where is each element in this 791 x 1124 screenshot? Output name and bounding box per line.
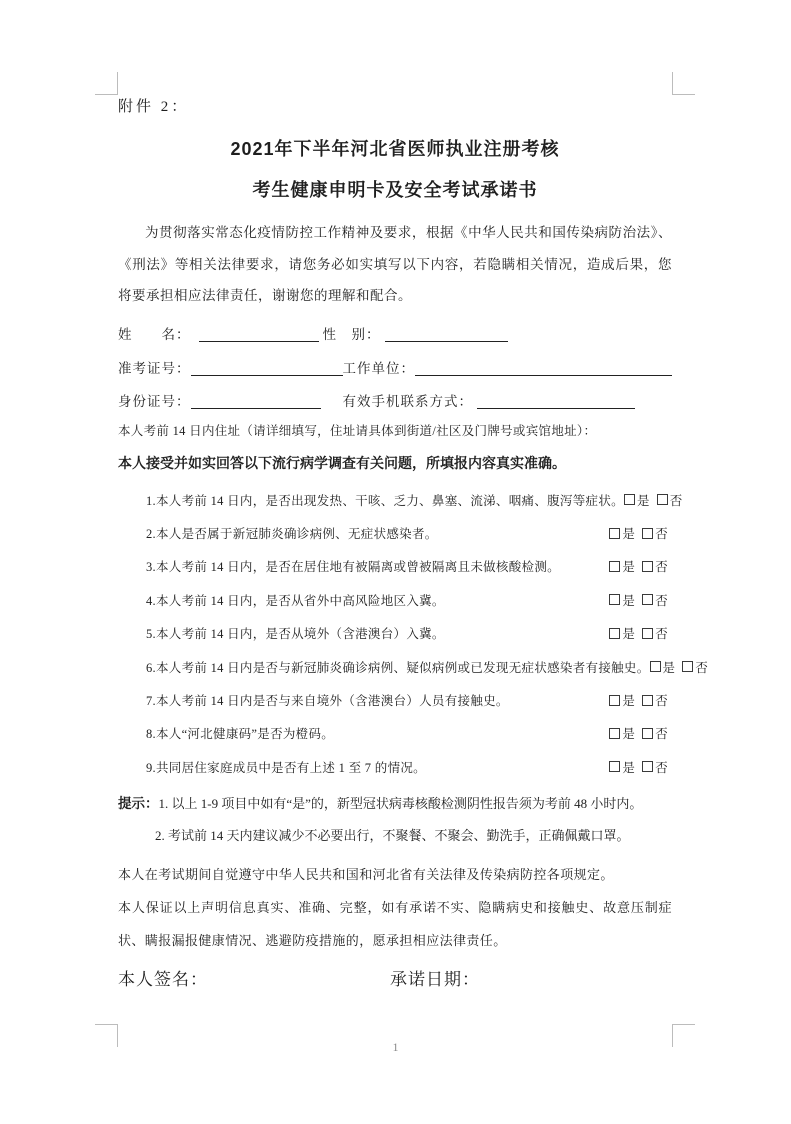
checkbox-icon — [609, 561, 620, 572]
question-text: 9.共同居住家庭成员中是否有上述 1 至 7 的情况。 — [146, 760, 426, 775]
checkbox-icon — [642, 761, 653, 772]
checkbox-no[interactable]: 否 — [682, 658, 708, 676]
margin-mark-top-right — [672, 72, 695, 95]
attachment-label: 附件 2： — [118, 99, 190, 115]
question-row-8 — [118, 717, 672, 750]
checkbox-icon — [609, 594, 620, 605]
checkbox-icon — [682, 661, 693, 672]
question-text: 5.本人考前 14 日内，是否从境外（含港澳台）入冀。 — [146, 627, 445, 642]
checkbox-icon — [642, 561, 653, 572]
form-row-idnumber-phone — [118, 379, 672, 413]
checkbox-icon — [642, 628, 653, 639]
work-unit-input-line[interactable] — [415, 371, 672, 376]
tips-item-1-text: 1. 以上 1-9 项目中如有“是”的，新型冠状病毒核酸检测阴性报告须为考前 48 小时内。 — [158, 795, 643, 811]
question-row-1 — [118, 483, 683, 516]
checkbox-icon — [609, 695, 620, 706]
tips-item-1 — [118, 790, 672, 823]
document-title-line1: 2021年下半年河北省医师执业注册考核 — [230, 139, 560, 159]
page-number: 1 — [392, 1040, 399, 1054]
checkbox-yes[interactable]: 是 — [624, 491, 650, 509]
exam-id-input-line[interactable] — [191, 371, 343, 376]
tips-item-2: 2. 考试前 14 天内建议减少不必要出行，不聚餐、不聚会、勤洗手，正确佩戴口罩。 — [155, 827, 630, 843]
intro-paragraph: 为贯彻落实常态化疫情防控工作精神及要求，根据《中华人民共和国传染病防治法》、《刑法》等相关法律要求，请您务必如实填写以下内容，若隐瞒相关情况，造成后果，您将要承担相应法律责任，谢谢您的理解和配合。 — [118, 225, 672, 303]
checkbox-icon — [642, 695, 653, 706]
gender-input-line[interactable] — [385, 337, 508, 342]
question-row-5 — [118, 617, 672, 650]
checkbox-icon — [642, 728, 653, 739]
survey-statement: 本人接受并如实回答以下流行病学调查有关问题，所填报内容真实准确。 — [118, 455, 566, 471]
checkbox-no[interactable]: 否 — [642, 557, 668, 575]
question-row-4 — [118, 583, 672, 616]
work-unit-label: 工作单位： — [342, 360, 415, 376]
id-number-label: 身份证号： — [118, 394, 191, 409]
margin-mark-top-left — [95, 72, 118, 95]
question-row-3 — [118, 550, 672, 583]
compliance-paragraph: 本人在考试期间自觉遵守中华人民共和国和河北省有关法律及传染病防控各项规定。 — [118, 866, 614, 882]
promise-date-label: 承诺日期： — [390, 969, 480, 989]
address-label: 本人考前 14 日内住址（请详细填写，住址请具体到街道/社区及门牌号或宾馆地址）： — [118, 424, 597, 438]
checkbox-icon — [609, 761, 620, 772]
guarantee-paragraph: 本人保证以上声明信息真实、准确、完整，如有承诺不实、隐瞒病史和接触史、故意压制症状、瞒报漏报健康情况、逃避防疫措施的，愿承担相应法律责任。 — [118, 899, 672, 948]
checkbox-icon — [650, 661, 661, 672]
document-body — [118, 95, 709, 990]
question-row-6 — [118, 650, 709, 683]
signature-row — [118, 965, 672, 990]
form-row-name-gender — [118, 312, 672, 346]
checkbox-yes[interactable]: 是 — [609, 557, 635, 575]
signature-label: 本人签名： — [118, 969, 208, 989]
checkbox-icon — [642, 594, 653, 605]
checkbox-no[interactable]: 否 — [642, 591, 668, 609]
question-text: 4.本人考前 14 日内，是否从省外中高风险地区入冀。 — [146, 593, 445, 608]
tips-section — [118, 790, 672, 856]
tips-label: 提示： — [118, 795, 159, 811]
question-text: 6.本人考前 14 日内是否与新冠肺炎确诊病例、疑似病例或已发现无症状感染者有接触史。 — [146, 660, 650, 675]
question-text: 8.本人“河北健康码”是否为橙码。 — [146, 727, 335, 742]
question-text: 1.本人考前 14 日内，是否出现发热、干咳、乏力、鼻塞、流涕、咽痛、腹泻等症状。 — [146, 493, 624, 508]
checkbox-icon — [657, 494, 668, 505]
phone-label: 有效手机联系方式： — [342, 394, 473, 409]
checkbox-yes[interactable]: 是 — [650, 658, 676, 676]
document-title-line2: 考生健康申明卡及安全考试承诺书 — [252, 180, 538, 200]
checkbox-icon — [642, 528, 653, 539]
checkbox-icon — [609, 628, 620, 639]
question-text: 7.本人考前 14 日内是否与来自境外（含港澳台）人员有接触史。 — [146, 694, 509, 709]
checkbox-no[interactable]: 否 — [642, 724, 668, 742]
name-label: 姓 名： — [118, 327, 191, 342]
gender-label: 性 别： — [322, 327, 381, 342]
checkbox-icon — [624, 494, 635, 505]
form-row-examid-workunit — [118, 345, 672, 379]
phone-input-line[interactable] — [477, 404, 635, 409]
checkbox-yes[interactable]: 是 — [609, 624, 635, 642]
question-text: 3.本人考前 14 日内，是否在居住地有被隔离或曾被隔离且未做核酸检测。 — [146, 560, 560, 575]
checkbox-yes[interactable]: 是 — [609, 758, 635, 776]
question-text: 2.本人是否属于新冠肺炎确诊病例、无症状感染者。 — [146, 527, 438, 542]
name-input-line[interactable] — [199, 337, 319, 342]
checkbox-icon — [609, 728, 620, 739]
checkbox-no[interactable]: 否 — [642, 624, 668, 642]
question-row-9 — [118, 750, 672, 783]
checkbox-no[interactable]: 否 — [657, 491, 683, 509]
checkbox-no[interactable]: 否 — [642, 524, 668, 542]
checkbox-no[interactable]: 否 — [642, 691, 668, 709]
question-row-7 — [118, 683, 672, 716]
checkbox-yes[interactable]: 是 — [609, 724, 635, 742]
question-list — [118, 483, 709, 784]
checkbox-yes[interactable]: 是 — [609, 591, 635, 609]
checkbox-no[interactable]: 否 — [642, 758, 668, 776]
exam-id-label: 准考证号： — [118, 360, 191, 376]
id-number-input-line[interactable] — [191, 404, 321, 409]
question-row-2 — [118, 516, 672, 549]
checkbox-yes[interactable]: 是 — [609, 524, 635, 542]
checkbox-yes[interactable]: 是 — [609, 691, 635, 709]
checkbox-icon — [609, 528, 620, 539]
